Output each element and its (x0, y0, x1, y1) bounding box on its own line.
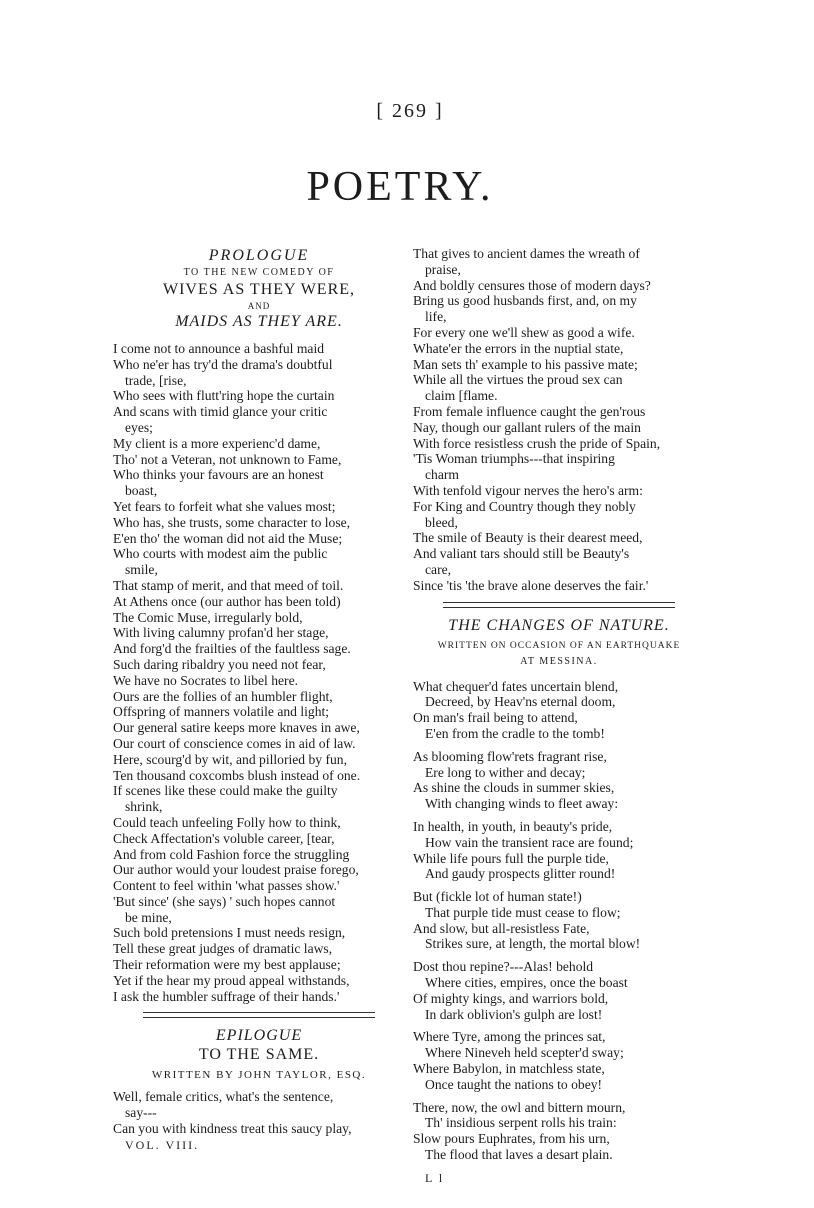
poem-line: Who sees with flutt'ring hope the curtain (113, 388, 335, 404)
changes-poem (413, 679, 705, 1170)
poem-line: Such daring ribaldry you need not fear, (113, 656, 326, 672)
poem-line: And boldly censures those of modern days? (413, 277, 651, 293)
poem-line: Who has, she trusts, some character to lose, (113, 514, 351, 530)
poem-line: Where cities, empires, once the boast (425, 975, 628, 991)
poem-line: Slow pours Euphrates, from his urn, (413, 1131, 610, 1147)
epilogue-subtitle: TO THE SAME. (198, 1046, 320, 1064)
poem-line: For every one we'll shew as good a wife. (413, 324, 635, 340)
poem-line: eyes; (125, 419, 153, 435)
poem-line: Our author would your loudest praise forego, (113, 862, 359, 878)
poem-line: E'en from the cradle to the tomb! (425, 725, 605, 741)
epilogue-title: EPILOGUE (215, 1027, 303, 1045)
poem-line: Where Babylon, in matchless state, (413, 1061, 605, 1077)
poem-line: Well, female critics, what's the sentence, (113, 1089, 334, 1105)
poem-line: I ask the humbler suffrage of their hands.' (113, 988, 340, 1004)
poem-line: And valiant tars should still be Beauty's (413, 546, 630, 562)
stanza-gap (413, 1163, 705, 1170)
poem-line: The smile of Beauty is their dearest meed, (413, 530, 643, 546)
volume-signature: VOL. VIII. (125, 1137, 200, 1152)
stanza-gap (413, 742, 705, 749)
stanza-gap (413, 952, 705, 959)
poem-line: 'Tis Woman triumphs---that inspiring (413, 451, 615, 467)
changes-title: THE CHANGES OF NATURE. (448, 616, 670, 634)
poem-line: Yet if the hear my proud appeal withstands, (113, 972, 350, 988)
poem-line: Nay, though our gallant rulers of the main (413, 419, 641, 435)
poem-line: bleed, (425, 514, 458, 530)
poem-line: Could teach unfeeling Folly how to think, (113, 814, 341, 830)
poem-line: Who courts with modest aim the public (113, 546, 328, 562)
poem-line: Bring us good husbands first, and, on my (413, 293, 637, 309)
poem-line: charm (425, 467, 459, 483)
poem-line: The flood that laves a desart plain. (425, 1147, 613, 1163)
poem-line: And slow, but all-resistless Fate, (413, 920, 590, 936)
poem-line: trade, [rise, (125, 372, 187, 388)
right-column (413, 246, 705, 1186)
poem-line: Their reformation were my best applause; (113, 957, 341, 973)
poem-line: That stamp of merit, and that meed of toil. (113, 577, 344, 593)
stanza (413, 679, 705, 742)
stanza (413, 1029, 705, 1092)
poem-line: Our court of conscience comes in aid of law. (113, 735, 356, 751)
and-line: AND (247, 301, 271, 311)
poem-line: If scenes like these could make the guilty (113, 783, 338, 799)
poem-line: As shine the clouds in summer skies, (413, 780, 615, 796)
poem-line: Ours are the follies of an humbler flight, (113, 688, 333, 704)
poem-line: And from cold Fashion force the struggling (113, 846, 350, 862)
stanza (413, 959, 705, 1022)
poem-line: At Athens once (our author has been told) (113, 593, 341, 609)
page-number: [ 269 ] (376, 100, 444, 122)
poem-line: Who ne'er has try'd the drama's doubtful (113, 356, 333, 372)
poem-line: Check Affectation's voluble career, [tear, (113, 830, 335, 846)
poem-line: That gives to ancient dames the wreath of (413, 246, 640, 261)
stanza (413, 889, 705, 952)
poem-line: Tho' not a Veteran, not unknown to Fame, (113, 451, 342, 467)
poem-line: claim [flame. (425, 388, 498, 404)
poem-line: Decreed, by Heav'ns eternal doom, (425, 694, 616, 710)
poem-line: What chequer'd fates uncertain blend, (413, 678, 619, 694)
poem-line: I come not to announce a bashful maid (113, 341, 325, 356)
stanza-gap (413, 882, 705, 889)
poem-line: With force resistless crush the pride of Spain, (413, 435, 661, 451)
poem-line: That purple tide must cease to flow; (425, 904, 621, 920)
poem-line: There, now, the owl and bittern mourn, (413, 1099, 626, 1115)
section-title: POETRY. (306, 164, 494, 210)
stanza-gap (413, 812, 705, 819)
poem-line: While life pours full the purple tide, (413, 850, 609, 866)
poem-line: praise, (425, 261, 461, 277)
poem-line: Yet fears to forfeit what she values most; (113, 498, 336, 514)
poem-line: Can you with kindness treat this saucy play, (113, 1121, 352, 1137)
poem-line: Where Tyre, among the princes sat, (413, 1029, 606, 1045)
stanza (413, 749, 705, 812)
epilogue-byline: WRITTEN BY JOHN TAYLOR, ESQ. (151, 1069, 367, 1082)
stanza (413, 819, 705, 882)
play-title: WIVES AS THEY WERE, (162, 281, 356, 298)
poem-line: Ere long to wither and decay; (425, 764, 586, 780)
divider-rule-2 (443, 602, 675, 608)
poem-line: In health, in youth, in beauty's pride, (413, 818, 613, 834)
poem-line: Our general satire keeps more knaves in awe, (113, 720, 360, 736)
changes-sub-2: AT MESSINA. (520, 655, 598, 667)
poem-line: Where Nineveh held scepter'd sway; (425, 1045, 624, 1061)
poem-line: Here, scourg'd by wit, and pilloried by fun, (113, 751, 348, 767)
poem-line: On man's frail being to attend, (413, 710, 578, 726)
prologue-poem (113, 341, 405, 1004)
divider-rule (143, 1012, 375, 1018)
poem-line: How vain the transient race are found; (425, 834, 634, 850)
poem-line: My client is a more experienc'd dame, (113, 435, 321, 451)
poem-line: And gaudy prospects glitter round! (425, 866, 616, 882)
poem-line: With living calumny profan'd her stage, (113, 625, 329, 641)
poem-line: With tenfold vigour nerves the hero's arm: (413, 482, 643, 498)
poem-line: Strikes sure, at length, the mortal blow! (425, 936, 641, 952)
poem-line: Of mighty kings, and warriors bold, (413, 990, 609, 1006)
poem-line: E'en tho' the woman did not aid the Muse; (113, 530, 343, 546)
poem-line: For King and Country though they nobly (413, 498, 636, 514)
poem-line: boast, (125, 483, 158, 499)
poem-line: Offspring of manners volatile and light; (113, 704, 330, 720)
poem-line: Th' insidious serpent rolls his train: (425, 1115, 617, 1131)
poem-line: say--- (125, 1105, 157, 1121)
poem-line: Content to feel within 'what passes show.' (113, 878, 340, 894)
play-title-2: MAIDS AS THEY ARE. (175, 313, 343, 330)
poem-line: And scans with timid glance your critic (113, 404, 328, 420)
stanza-gap (413, 1022, 705, 1029)
poem-line: The Comic Muse, irregularly bold, (113, 609, 303, 625)
poem-line: From female influence caught the gen'rous (413, 403, 646, 419)
poem-line: life, (425, 309, 447, 325)
poem-line: With changing winds to fleet away: (425, 796, 619, 812)
poem-line: But (fickle lot of human state!) (413, 889, 582, 905)
poem-line: In dark oblivion's gulph are lost! (425, 1006, 603, 1022)
epilogue-poem (113, 1089, 405, 1136)
poem-line: 'But since' (she says) ' such hopes cannot (113, 893, 336, 909)
left-column (113, 246, 405, 1153)
poem-line: Once taught the nations to obey! (425, 1076, 603, 1092)
poem-line: Since 'tis 'the brave alone deserves the fair.' (413, 577, 649, 593)
changes-sub-1: WRITTEN ON OCCASION OF AN EARTHQUAKE (437, 640, 681, 651)
prologue-to-line: TO THE NEW COMEDY OF (183, 267, 335, 278)
poem-line: Tell these great judges of dramatic laws, (113, 941, 333, 957)
poem-line: While all the virtues the proud sex can (413, 372, 623, 388)
poem-line: shrink, (125, 799, 163, 815)
poem-line: And forg'd the frailties of the faultless sage. (113, 641, 351, 657)
poem-line: We have no Socrates to libel here. (113, 672, 298, 688)
prologue-title: PROLOGUE (208, 247, 310, 264)
poem-line: Dost thou repine?---Alas! behold (413, 959, 594, 975)
prologue-continued (413, 246, 705, 594)
catchword: L l (425, 1170, 445, 1185)
poem-line: care, (425, 561, 452, 577)
poem-line: Such bold pretensions I must needs resign, (113, 925, 346, 941)
poem-line: Man sets th' example to his passive mate; (413, 356, 638, 372)
poem-line: As blooming flow'rets fragrant rise, (413, 748, 607, 764)
stanza-gap (413, 1093, 705, 1100)
poem-line: Whate'er the errors in the nuptial state, (413, 340, 624, 356)
poem-line: Ten thousand coxcombs blush instead of one. (113, 767, 361, 783)
poem-line: Who thinks your favours are an honest (113, 467, 324, 483)
poem-line: smile, (125, 562, 158, 578)
poem-line: be mine, (125, 909, 172, 925)
stanza (413, 1100, 705, 1163)
